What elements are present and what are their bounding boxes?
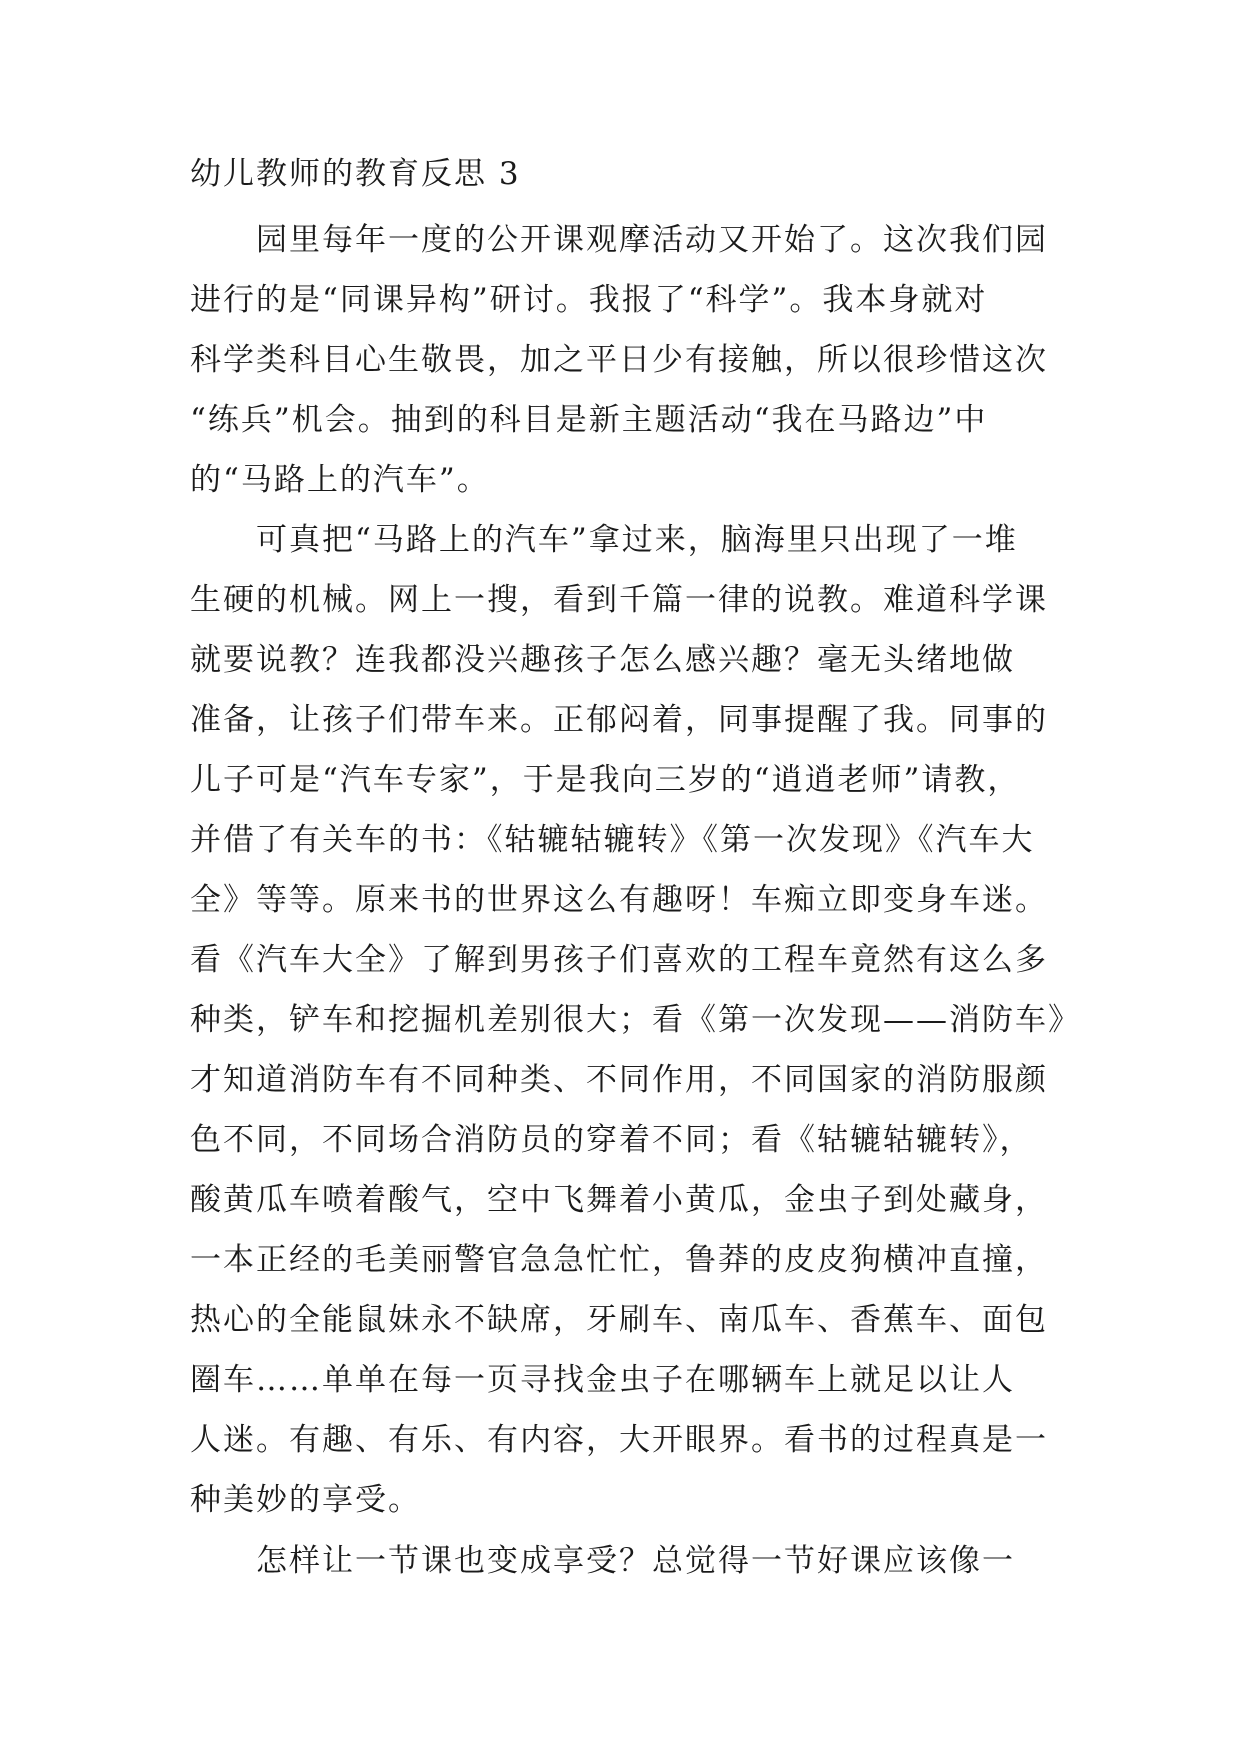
paragraph-1-line-5: 的“马路上的汽车”。 [190,462,490,498]
paragraph-2-line-11: 色不同，不同场合消防员的穿着不同；看《轱辘轱辘转》， [190,1122,1033,1158]
paragraph-2-line-9: 种类，铲车和挖掘机差别很大；看《第一次发现——消防车》 [190,1002,1081,1038]
paragraph-2-line-10: 才知道消防车有不同种类、不同作用，不同国家的消防服颜 [190,1062,1048,1098]
paragraph-1-line-3: 科学类科目心生敬畏，加之平日少有接触，所以很珍惜这次 [190,342,1048,378]
paragraph-2-line-12: 酸黄瓜车喷着酸气，空中飞舞着小黄瓜，金虫子到处藏身， [190,1182,1048,1218]
paragraph-2-line-14: 热心的全能鼠妹永不缺席，牙刷车、南瓜车、香蕉车、面包 [190,1302,1048,1338]
paragraph-2-line-7: 全》等等。原来书的世界这么有趣呀！车痴立即变身车迷。 [190,882,1048,918]
paragraph-2-line-6: 并借了有关车的书：《轱辘轱辘转》《第一次发现》《汽车大 [190,822,1035,858]
document-title: 幼儿教师的教育反思 3 [190,156,521,192]
paragraph-1-line-1: 园里每年一度的公开课观摩活动又开始了。这次我们园 [256,222,1048,258]
paragraph-2-line-5: 儿子可是“汽车专家”，于是我向三岁的“逍逍老师”请教， [190,762,1021,798]
paragraph-2-line-13: 一本正经的毛美丽警官急急忙忙，鲁莽的皮皮狗横冲直撞， [190,1242,1048,1278]
paragraph-2-line-16: 人迷。有趣、有乐、有内容，大开眼界。看书的过程真是一 [190,1422,1048,1458]
paragraph-3-line-1: 怎样让一节课也变成享受？总觉得一节好课应该像一 [256,1543,1015,1579]
paragraph-2-line-3: 就要说教？连我都没兴趣孩子怎么感兴趣？毫无头绪地做 [190,642,1015,678]
paragraph-2-line-17: 种美妙的享受。 [190,1482,421,1518]
paragraph-2-line-1: 可真把“马路上的汽车”拿过来，脑海里只出现了一堆 [256,522,1018,558]
paragraph-2-line-2: 生硬的机械。网上一搜，看到千篇一律的说教。难道科学课 [190,582,1048,618]
paragraph-2-line-15: 圈车……单单在每一页寻找金虫子在哪辆车上就足以让人 [190,1362,1015,1398]
paragraph-2-line-4: 准备，让孩子们带车来。正郁闷着，同事提醒了我。同事的 [190,702,1048,738]
paragraph-2-line-8: 看《汽车大全》了解到男孩子们喜欢的工程车竟然有这么多 [190,942,1048,978]
paragraph-1-line-2: 进行的是“同课异构”研讨。我报了“科学”。我本身就对 [190,282,988,318]
paragraph-1-line-4: “练兵”机会。抽到的科目是新主题活动“我在马路边”中 [190,402,988,438]
